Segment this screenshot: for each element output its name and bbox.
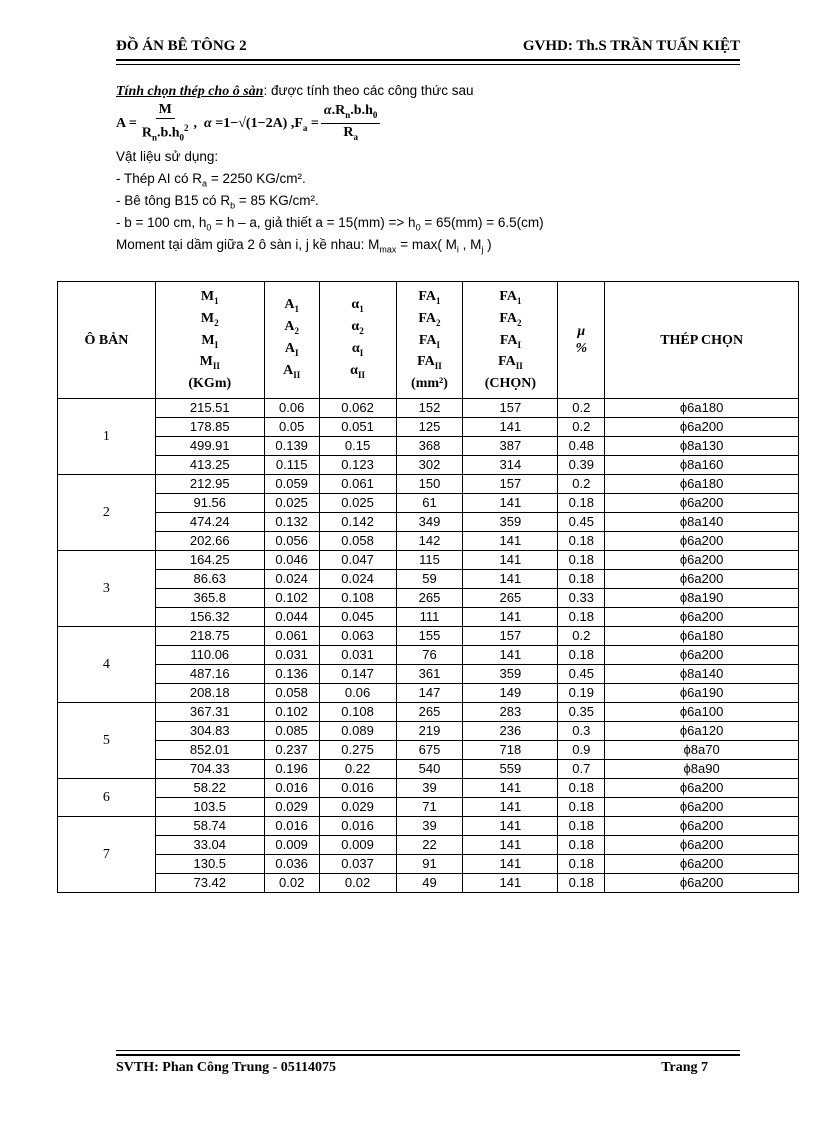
table-cell: 0.044 bbox=[264, 608, 319, 627]
table-cell: 704.33 bbox=[155, 760, 264, 779]
table-header-row bbox=[58, 282, 799, 399]
table-body bbox=[58, 399, 799, 893]
table-row bbox=[58, 817, 799, 836]
table-cell: 0.18 bbox=[558, 494, 605, 513]
col-steel: THÉP CHỌN bbox=[605, 282, 799, 399]
header-rule bbox=[116, 59, 740, 61]
table-cell: 103.5 bbox=[155, 798, 264, 817]
footer-rule-thin bbox=[116, 1050, 740, 1051]
table-cell: 0.123 bbox=[319, 456, 396, 475]
table-cell: 0.016 bbox=[319, 817, 396, 836]
table-cell: 59 bbox=[396, 570, 463, 589]
header-rule-thin bbox=[116, 64, 740, 65]
table-cell: 178.85 bbox=[155, 418, 264, 437]
table-cell: 0.18 bbox=[558, 532, 605, 551]
panel-number: 7 bbox=[58, 817, 156, 893]
table-cell: ϕ8a140 bbox=[605, 513, 799, 532]
table-cell: 361 bbox=[396, 665, 463, 684]
table-cell: 155 bbox=[396, 627, 463, 646]
table-cell: 0.009 bbox=[264, 836, 319, 855]
steel-selection-table bbox=[57, 281, 799, 893]
table-row bbox=[58, 684, 799, 703]
table-cell: 367.31 bbox=[155, 703, 264, 722]
table-cell: 0.18 bbox=[558, 646, 605, 665]
panel-number: 6 bbox=[58, 779, 156, 817]
table-cell: 0.102 bbox=[264, 703, 319, 722]
table-cell: 0.024 bbox=[264, 570, 319, 589]
table-cell: 58.22 bbox=[155, 779, 264, 798]
table-row bbox=[58, 836, 799, 855]
table-row bbox=[58, 532, 799, 551]
table-cell: 0.061 bbox=[264, 627, 319, 646]
table-cell: 0.051 bbox=[319, 418, 396, 437]
table-cell: 115 bbox=[396, 551, 463, 570]
table-cell: 0.061 bbox=[319, 475, 396, 494]
table-cell: 0.031 bbox=[319, 646, 396, 665]
table-cell: 359 bbox=[463, 513, 558, 532]
table-cell: 0.237 bbox=[264, 741, 319, 760]
table-cell: ϕ6a200 bbox=[605, 551, 799, 570]
table-cell: 0.18 bbox=[558, 798, 605, 817]
table-cell: 61 bbox=[396, 494, 463, 513]
table-cell: 0.009 bbox=[319, 836, 396, 855]
table-cell: 0.058 bbox=[319, 532, 396, 551]
formula-line: A = $\frac{M}{R_n.b.h_0^2}$ , α =1−√(1−2A) $,F_a$ = $\frac{\alpha.R_n.b.h_0}{R_a}$ bbox=[116, 102, 756, 146]
table-cell: 157 bbox=[463, 399, 558, 418]
table-cell: 265 bbox=[463, 589, 558, 608]
table-cell: ϕ6a200 bbox=[605, 779, 799, 798]
table-cell: 0.056 bbox=[264, 532, 319, 551]
table-row bbox=[58, 437, 799, 456]
table-cell: 0.7 bbox=[558, 760, 605, 779]
table-cell: 0.108 bbox=[319, 703, 396, 722]
table-cell: 0.029 bbox=[264, 798, 319, 817]
table-cell: 91 bbox=[396, 855, 463, 874]
concrete-line: - Bê tông B15 có $R_b = 85$ KG/cm². bbox=[116, 193, 319, 211]
panel-number: 1 bbox=[58, 399, 156, 475]
table-cell: ϕ6a180 bbox=[605, 399, 799, 418]
table-cell: 76 bbox=[396, 646, 463, 665]
table-cell: 0.9 bbox=[558, 741, 605, 760]
footer-rule bbox=[116, 1054, 740, 1056]
col-fa-chosen: $FA_1$ $FA_2$ $FA_I$ $FA_{II}$ (CHỌN) bbox=[463, 282, 558, 399]
moment-line: Moment tại dầm giữa 2 ô sàn i, j kề nhau: $M_{max} = \max$( $M_i$ , $M_j$ ) bbox=[116, 237, 492, 255]
table-cell: 110.06 bbox=[155, 646, 264, 665]
table-cell: 157 bbox=[463, 475, 558, 494]
table-cell: 141 bbox=[463, 551, 558, 570]
table-cell: ϕ6a180 bbox=[605, 475, 799, 494]
table-cell: 0.085 bbox=[264, 722, 319, 741]
table-cell: 152 bbox=[396, 399, 463, 418]
table-cell: ϕ6a200 bbox=[605, 570, 799, 589]
table-cell: 0.22 bbox=[319, 760, 396, 779]
panel-number: 2 bbox=[58, 475, 156, 551]
table-row bbox=[58, 779, 799, 798]
table-cell: 0.025 bbox=[319, 494, 396, 513]
table-row bbox=[58, 513, 799, 532]
table-cell: 265 bbox=[396, 589, 463, 608]
table-cell: 0.06 bbox=[264, 399, 319, 418]
table-cell: 0.132 bbox=[264, 513, 319, 532]
table-cell: 675 bbox=[396, 741, 463, 760]
table-cell: 368 bbox=[396, 437, 463, 456]
table-cell: 359 bbox=[463, 665, 558, 684]
table-cell: 0.18 bbox=[558, 570, 605, 589]
footer-student: SVTH: Phan Công Trung - 05114075 bbox=[116, 1060, 337, 1075]
table-cell: 314 bbox=[463, 456, 558, 475]
table-cell: 86.63 bbox=[155, 570, 264, 589]
table-cell: 0.18 bbox=[558, 817, 605, 836]
table-cell: 141 bbox=[463, 646, 558, 665]
table-cell: 0.016 bbox=[319, 779, 396, 798]
panel-number: 4 bbox=[58, 627, 156, 703]
table-cell: 0.115 bbox=[264, 456, 319, 475]
table-cell: 0.059 bbox=[264, 475, 319, 494]
table-cell: ϕ6a200 bbox=[605, 836, 799, 855]
table-cell: 265 bbox=[396, 703, 463, 722]
formula-a: $\frac{M}{R_n.b.h_0^2}$ bbox=[141, 101, 189, 143]
table-row bbox=[58, 494, 799, 513]
table-row bbox=[58, 456, 799, 475]
table-cell: 39 bbox=[396, 817, 463, 836]
table-cell: 22 bbox=[396, 836, 463, 855]
table-cell: 0.2 bbox=[558, 418, 605, 437]
table-row bbox=[58, 551, 799, 570]
table-cell: 141 bbox=[463, 855, 558, 874]
table-cell: 0.02 bbox=[319, 874, 396, 893]
table-cell: 141 bbox=[463, 570, 558, 589]
table-cell: 141 bbox=[463, 817, 558, 836]
table-cell: ϕ6a100 bbox=[605, 703, 799, 722]
table-cell: 0.047 bbox=[319, 551, 396, 570]
table-cell: 0.05 bbox=[264, 418, 319, 437]
table-cell: 202.66 bbox=[155, 532, 264, 551]
table-cell: 156.32 bbox=[155, 608, 264, 627]
table-cell: 0.275 bbox=[319, 741, 396, 760]
table-cell: ϕ6a190 bbox=[605, 684, 799, 703]
table-row bbox=[58, 760, 799, 779]
table-cell: 413.25 bbox=[155, 456, 264, 475]
table-cell: 0.016 bbox=[264, 779, 319, 798]
table-cell: 349 bbox=[396, 513, 463, 532]
table-cell: 33.04 bbox=[155, 836, 264, 855]
header-instructor: GVHD: Th.S TRẦN TUẤN KIỆT bbox=[522, 38, 740, 54]
table-cell: 142 bbox=[396, 532, 463, 551]
table-cell: 141 bbox=[463, 779, 558, 798]
table-cell: 71 bbox=[396, 798, 463, 817]
table-cell: 0.45 bbox=[558, 513, 605, 532]
table-cell: 474.24 bbox=[155, 513, 264, 532]
table-cell: ϕ6a200 bbox=[605, 817, 799, 836]
table-cell: 0.062 bbox=[319, 399, 396, 418]
table-cell: 304.83 bbox=[155, 722, 264, 741]
table-cell: 141 bbox=[463, 532, 558, 551]
table-cell: 0.037 bbox=[319, 855, 396, 874]
table-cell: 141 bbox=[463, 608, 558, 627]
materials-title: Vật liệu sử dụng: bbox=[116, 149, 219, 164]
table-cell: ϕ6a120 bbox=[605, 722, 799, 741]
table-row bbox=[58, 722, 799, 741]
table-cell: ϕ6a200 bbox=[605, 418, 799, 437]
table-cell: 164.25 bbox=[155, 551, 264, 570]
table-row bbox=[58, 874, 799, 893]
footer-page-number: Trang 7 bbox=[661, 1060, 708, 1075]
table-cell: 91.56 bbox=[155, 494, 264, 513]
table-cell: 0.33 bbox=[558, 589, 605, 608]
table-cell: 0.2 bbox=[558, 475, 605, 494]
table-cell: 0.35 bbox=[558, 703, 605, 722]
table-cell: 208.18 bbox=[155, 684, 264, 703]
table-cell: 141 bbox=[463, 874, 558, 893]
table-cell: 0.142 bbox=[319, 513, 396, 532]
table-cell: ϕ6a180 bbox=[605, 627, 799, 646]
table-cell: 0.3 bbox=[558, 722, 605, 741]
col-mu: μ % bbox=[558, 282, 605, 399]
table-cell: 49 bbox=[396, 874, 463, 893]
table-cell: 0.18 bbox=[558, 551, 605, 570]
table-cell: 0.102 bbox=[264, 589, 319, 608]
table-cell: 58.74 bbox=[155, 817, 264, 836]
table-cell: 0.2 bbox=[558, 627, 605, 646]
table-cell: ϕ6a200 bbox=[605, 646, 799, 665]
table-cell: 0.036 bbox=[264, 855, 319, 874]
table-cell: ϕ6a200 bbox=[605, 532, 799, 551]
table-cell: ϕ6a200 bbox=[605, 855, 799, 874]
table-cell: 0.45 bbox=[558, 665, 605, 684]
table-cell: 0.139 bbox=[264, 437, 319, 456]
table-row bbox=[58, 741, 799, 760]
table-cell: 0.045 bbox=[319, 608, 396, 627]
table-cell: 0.147 bbox=[319, 665, 396, 684]
table-cell: 0.063 bbox=[319, 627, 396, 646]
table-cell: 0.196 bbox=[264, 760, 319, 779]
table-cell: 0.2 bbox=[558, 399, 605, 418]
table-cell: 141 bbox=[463, 836, 558, 855]
table-cell: 0.39 bbox=[558, 456, 605, 475]
table-cell: 365.8 bbox=[155, 589, 264, 608]
table-cell: 0.48 bbox=[558, 437, 605, 456]
col-panel: Ô BẢN bbox=[58, 282, 156, 399]
table-cell: 0.089 bbox=[319, 722, 396, 741]
table-cell: 499.91 bbox=[155, 437, 264, 456]
dimensions-line: - b = 100 cm, $h_0 = h - a$, giả thiết $a = 15(mm) => h_0 = 65(mm) = 6.5(cm)$ bbox=[116, 215, 544, 233]
page-header bbox=[116, 38, 740, 58]
table-row bbox=[58, 570, 799, 589]
table-cell: ϕ8a130 bbox=[605, 437, 799, 456]
col-a: $A_1$ $A_2$ $A_I$ $A_{II}$ bbox=[264, 282, 319, 399]
table-cell: 111 bbox=[396, 608, 463, 627]
table-cell: 149 bbox=[463, 684, 558, 703]
table-cell: 0.136 bbox=[264, 665, 319, 684]
table-cell: 0.108 bbox=[319, 589, 396, 608]
table-cell: 125 bbox=[396, 418, 463, 437]
table-row bbox=[58, 418, 799, 437]
table-cell: ϕ8a70 bbox=[605, 741, 799, 760]
table-cell: 0.016 bbox=[264, 817, 319, 836]
table-cell: 0.18 bbox=[558, 855, 605, 874]
table-row bbox=[58, 589, 799, 608]
table-cell: 0.18 bbox=[558, 608, 605, 627]
table-cell: 212.95 bbox=[155, 475, 264, 494]
table-cell: ϕ8a90 bbox=[605, 760, 799, 779]
table-cell: ϕ8a140 bbox=[605, 665, 799, 684]
steel-line: - Thép AI có $R_a = 2250$ KG/cm². bbox=[116, 171, 306, 189]
table-cell: 215.51 bbox=[155, 399, 264, 418]
table-cell: 0.029 bbox=[319, 798, 396, 817]
table-cell: ϕ6a200 bbox=[605, 798, 799, 817]
formula-fa: $\frac{\alpha.R_n.b.h_0}{R_a}$ bbox=[321, 103, 380, 146]
table-cell: 39 bbox=[396, 779, 463, 798]
panel-number: 3 bbox=[58, 551, 156, 627]
table-row bbox=[58, 646, 799, 665]
table-cell: 141 bbox=[463, 418, 558, 437]
table-cell: 157 bbox=[463, 627, 558, 646]
table-cell: 0.024 bbox=[319, 570, 396, 589]
table-row bbox=[58, 855, 799, 874]
table-cell: 0.15 bbox=[319, 437, 396, 456]
table-cell: 0.025 bbox=[264, 494, 319, 513]
table-cell: 0.046 bbox=[264, 551, 319, 570]
table-cell: 141 bbox=[463, 798, 558, 817]
table-cell: 73.42 bbox=[155, 874, 264, 893]
table-cell: 283 bbox=[463, 703, 558, 722]
table-cell: 0.19 bbox=[558, 684, 605, 703]
table-cell: 0.18 bbox=[558, 836, 605, 855]
table-cell: 219 bbox=[396, 722, 463, 741]
table-cell: 218.75 bbox=[155, 627, 264, 646]
table-cell: 0.18 bbox=[558, 779, 605, 798]
table-cell: 387 bbox=[463, 437, 558, 456]
table-cell: 0.06 bbox=[319, 684, 396, 703]
table-cell: ϕ6a200 bbox=[605, 608, 799, 627]
table-cell: 0.058 bbox=[264, 684, 319, 703]
intro-section bbox=[116, 80, 756, 256]
table-cell: 0.02 bbox=[264, 874, 319, 893]
table-cell: ϕ8a160 bbox=[605, 456, 799, 475]
table-cell: 0.18 bbox=[558, 874, 605, 893]
table-cell: 302 bbox=[396, 456, 463, 475]
table-cell: 0.031 bbox=[264, 646, 319, 665]
table-cell: 130.5 bbox=[155, 855, 264, 874]
header-title: ĐỒ ÁN BÊ TÔNG 2 bbox=[116, 38, 247, 54]
section-heading: Tính chọn thép cho ô sàn: được tính theo các công thức sau bbox=[116, 83, 474, 99]
table-cell: 540 bbox=[396, 760, 463, 779]
col-moment: $M_1$ $M_2$ $M_I$ $M_{II}$ (KGm) bbox=[155, 282, 264, 399]
panel-number: 5 bbox=[58, 703, 156, 779]
table-cell: ϕ8a190 bbox=[605, 589, 799, 608]
table-cell: ϕ6a200 bbox=[605, 874, 799, 893]
table-row bbox=[58, 608, 799, 627]
table-cell: 150 bbox=[396, 475, 463, 494]
table-cell: 718 bbox=[463, 741, 558, 760]
table-cell: 559 bbox=[463, 760, 558, 779]
table-cell: 147 bbox=[396, 684, 463, 703]
table-row bbox=[58, 399, 799, 418]
table-cell: 852.01 bbox=[155, 741, 264, 760]
page-footer bbox=[116, 1060, 708, 1080]
table-cell: ϕ6a200 bbox=[605, 494, 799, 513]
table-row bbox=[58, 475, 799, 494]
table-row bbox=[58, 665, 799, 684]
col-fa: $FA_1$ $FA_2$ $FA_I$ $FA_{II}$ (mm²) bbox=[396, 282, 463, 399]
table-row bbox=[58, 798, 799, 817]
table-row bbox=[58, 627, 799, 646]
table-cell: 487.16 bbox=[155, 665, 264, 684]
table-row bbox=[58, 703, 799, 722]
col-alpha: $\alpha_1$ $\alpha_2$ $\alpha_I$ $\alpha_{II}$ bbox=[319, 282, 396, 399]
table-cell: 236 bbox=[463, 722, 558, 741]
table-cell: 141 bbox=[463, 494, 558, 513]
